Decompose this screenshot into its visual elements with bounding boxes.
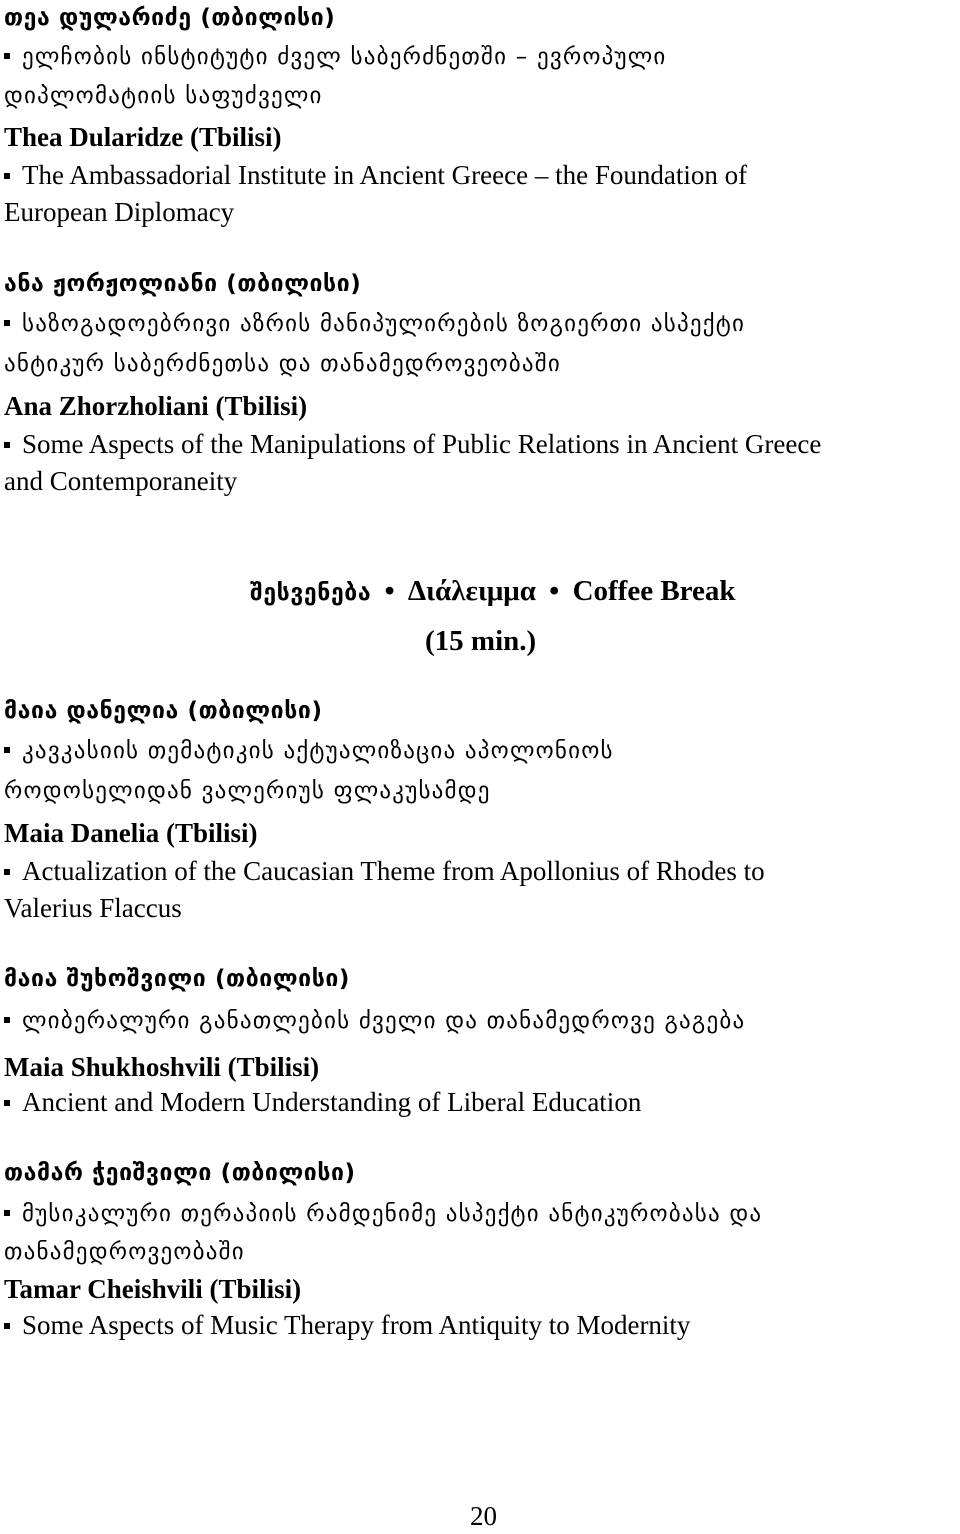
entry-3-geo-name: მაია დანელია (თბილისი) <box>4 698 323 724</box>
coffee-break-duration: (15 min.) <box>425 625 537 657</box>
entry-3-geo-title-line-2: როდოსელიდან ვალერიუს ფლაკუსამდე <box>4 778 491 804</box>
entry-2-en-title-line-1: Some Aspects of the Manipulations of Public Relations in Ancient Greece <box>4 428 821 460</box>
page-number: 20 <box>470 1501 497 1531</box>
coffee-break-greek: Διάλειμμα <box>407 575 536 607</box>
entry-1-geo-title-line-2: დიპლომატიის საფუძველი <box>4 83 323 109</box>
entry-4-en-name: Maia Shukhoshvili (Tbilisi) <box>4 1052 320 1082</box>
bullet-icon <box>4 1210 10 1216</box>
entry-3-en-name: Maia Danelia (Tbilisi) <box>4 818 258 848</box>
entry-2-en-name: Ana Zhorzholiani (Tbilisi) <box>4 391 308 421</box>
entry-4-en-title-line-1: Ancient and Modern Understanding of Liberal Education <box>4 1086 641 1118</box>
separator-dot-icon: • <box>384 575 395 607</box>
entry-3-en-title-line-2: Valerius Flaccus <box>4 893 182 923</box>
bullet-icon <box>4 1017 10 1023</box>
bullet-icon <box>4 1100 10 1106</box>
entry-4-geo-title-line-1: ლიბერალური განათლების ძველი და თანამედროვე გაგება <box>4 1005 745 1037</box>
bullet-icon <box>4 53 10 59</box>
separator-dot-icon: • <box>549 575 560 607</box>
entry-1-geo-title-line-1: ელჩობის ინსტიტუტი ძველ საბერძნეთში – ევროპული <box>4 41 667 73</box>
entry-1-en-title-line-2: European Diplomacy <box>4 197 235 227</box>
entry-3-geo-title-line-1: კავკასიის თემატიკის აქტუალიზაცია აპოლონიოს <box>4 735 614 767</box>
entry-5-en-name: Tamar Cheishvili (Tbilisi) <box>4 1274 302 1304</box>
bullet-icon <box>4 320 10 326</box>
entry-5-geo-title-line-1: მუსიკალური თერაპიის რამდენიმე ასპექტი ანტიკურობასა და <box>4 1198 762 1230</box>
bullet-icon <box>4 442 10 448</box>
bullet-icon <box>4 1323 10 1329</box>
bullet-icon <box>4 869 10 875</box>
entry-2-geo-title-line-2: ანტიკურ საბერძნეთსა და თანამედროვეობაში <box>4 351 561 377</box>
entry-1-en-name: Thea Dularidze (Tbilisi) <box>4 122 282 152</box>
entry-5-en-title-line-1: Some Aspects of Music Therapy from Antiquity to Modernity <box>4 1309 690 1341</box>
entry-1-geo-name: თეა დულარიძე (თბილისი) <box>4 5 336 31</box>
coffee-break-geo: შესვენება <box>250 580 372 606</box>
bullet-icon <box>4 173 10 179</box>
entry-3-en-title-line-1: Actualization of the Caucasian Theme from Apollonius of Rhodes to <box>4 855 765 887</box>
entry-4-geo-name: მაია შუხოშვილი (თბილისი) <box>4 966 351 992</box>
entry-5-geo-name: თამარ ჭეიშვილი (თბილისი) <box>4 1160 356 1186</box>
entry-2-geo-title-line-1: საზოგადოებრივი აზრის მანიპულირების ზოგიერთი ასპექტი <box>4 308 745 340</box>
entry-5-geo-title-line-2: თანამედროვეობაში <box>4 1239 245 1265</box>
coffee-break-english: Coffee Break <box>572 575 736 607</box>
coffee-break-heading <box>250 574 736 610</box>
entry-2-en-title-line-2: and Contemporaneity <box>4 466 238 496</box>
bullet-icon <box>4 747 10 753</box>
entry-2-geo-name: ანა ჟორჟოლიანი (თბილისი) <box>4 271 362 297</box>
entry-1-en-title-line-1: The Ambassadorial Institute in Ancient Greece – the Foundation of <box>4 159 747 191</box>
